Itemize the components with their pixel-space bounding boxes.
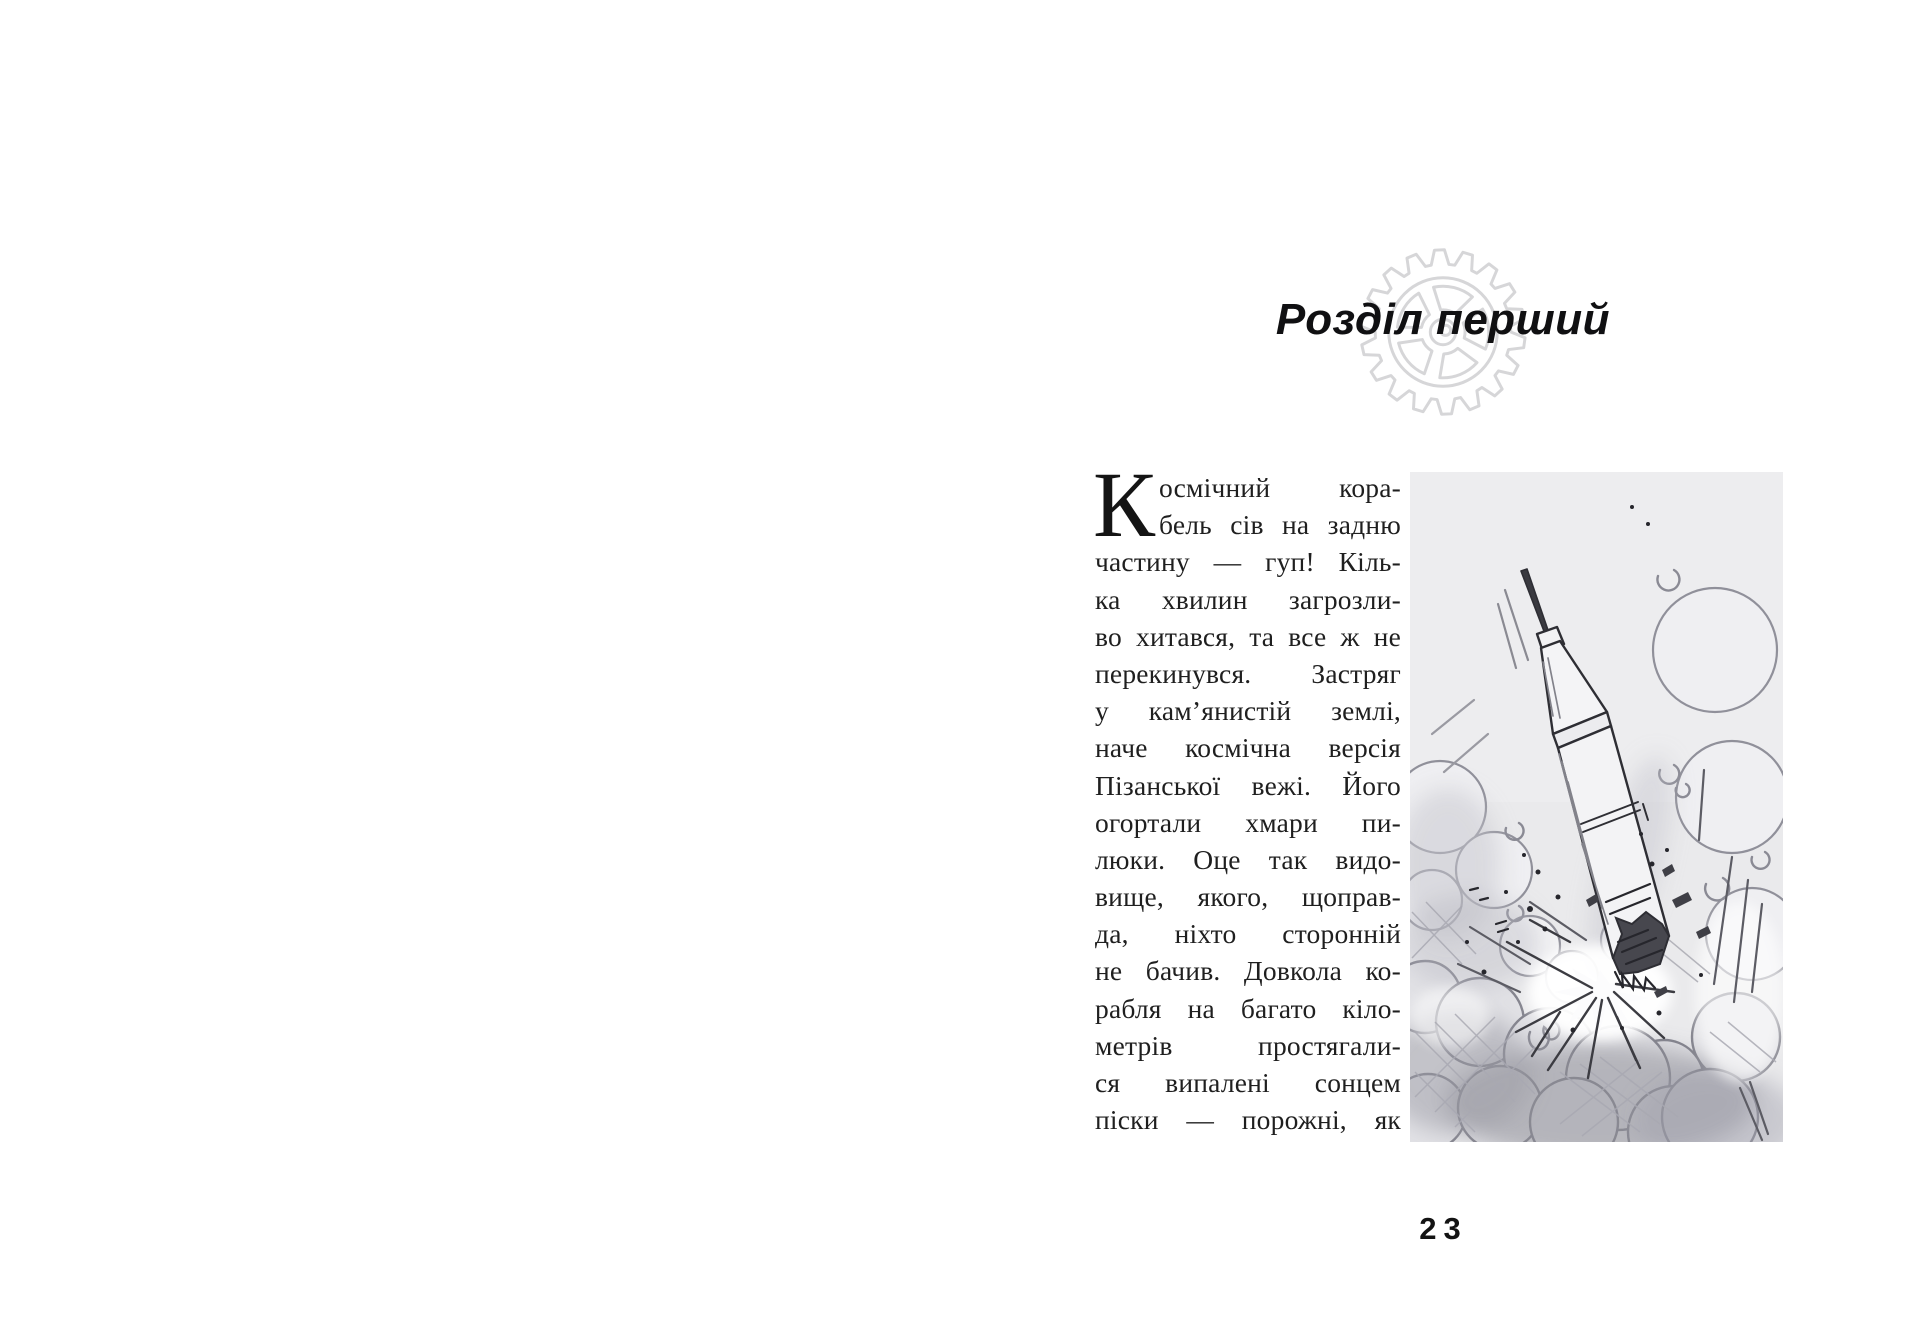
text-line: у кам’янистій землі, xyxy=(1095,695,1401,727)
drop-cap: К xyxy=(1093,454,1156,557)
text-line: осмічний кора- xyxy=(1159,472,1401,503)
text-line: не бачив. Довкола ко- xyxy=(1095,955,1401,987)
text-line: огортали хмари пи- xyxy=(1095,806,1401,838)
text-line: вище, якого, щоправ- xyxy=(1095,881,1401,913)
text-line: частину — гуп! Кіль- xyxy=(1095,546,1401,578)
text-line: Пізанської вежі. Його xyxy=(1095,769,1401,801)
chapter-heading: Розділ перший xyxy=(1275,295,1611,344)
text-line: во хитався, та все ж не xyxy=(1095,620,1401,652)
text-line: бель сів на задню xyxy=(1159,509,1401,541)
page-number: 23 xyxy=(1419,1211,1468,1246)
rocket-crash-illustration xyxy=(1410,472,1783,1142)
text-line: да, ніхто сторонній xyxy=(1095,918,1401,950)
text-line: ся випалені сонцем xyxy=(1095,1067,1401,1098)
text-line: люки. Оце так видо- xyxy=(1095,843,1401,875)
text-line: піски — порожні, як xyxy=(1095,1104,1401,1136)
text-line: метрів простягали- xyxy=(1095,1029,1401,1061)
text-line: рабля на багато кіло- xyxy=(1095,992,1401,1024)
text-line: наче космічна версія xyxy=(1095,732,1401,764)
text-line: ка хвилин загрозли- xyxy=(1095,583,1401,615)
body-text-column xyxy=(1093,454,1401,1138)
text-line: перекинувся. Застряг xyxy=(1095,657,1401,689)
